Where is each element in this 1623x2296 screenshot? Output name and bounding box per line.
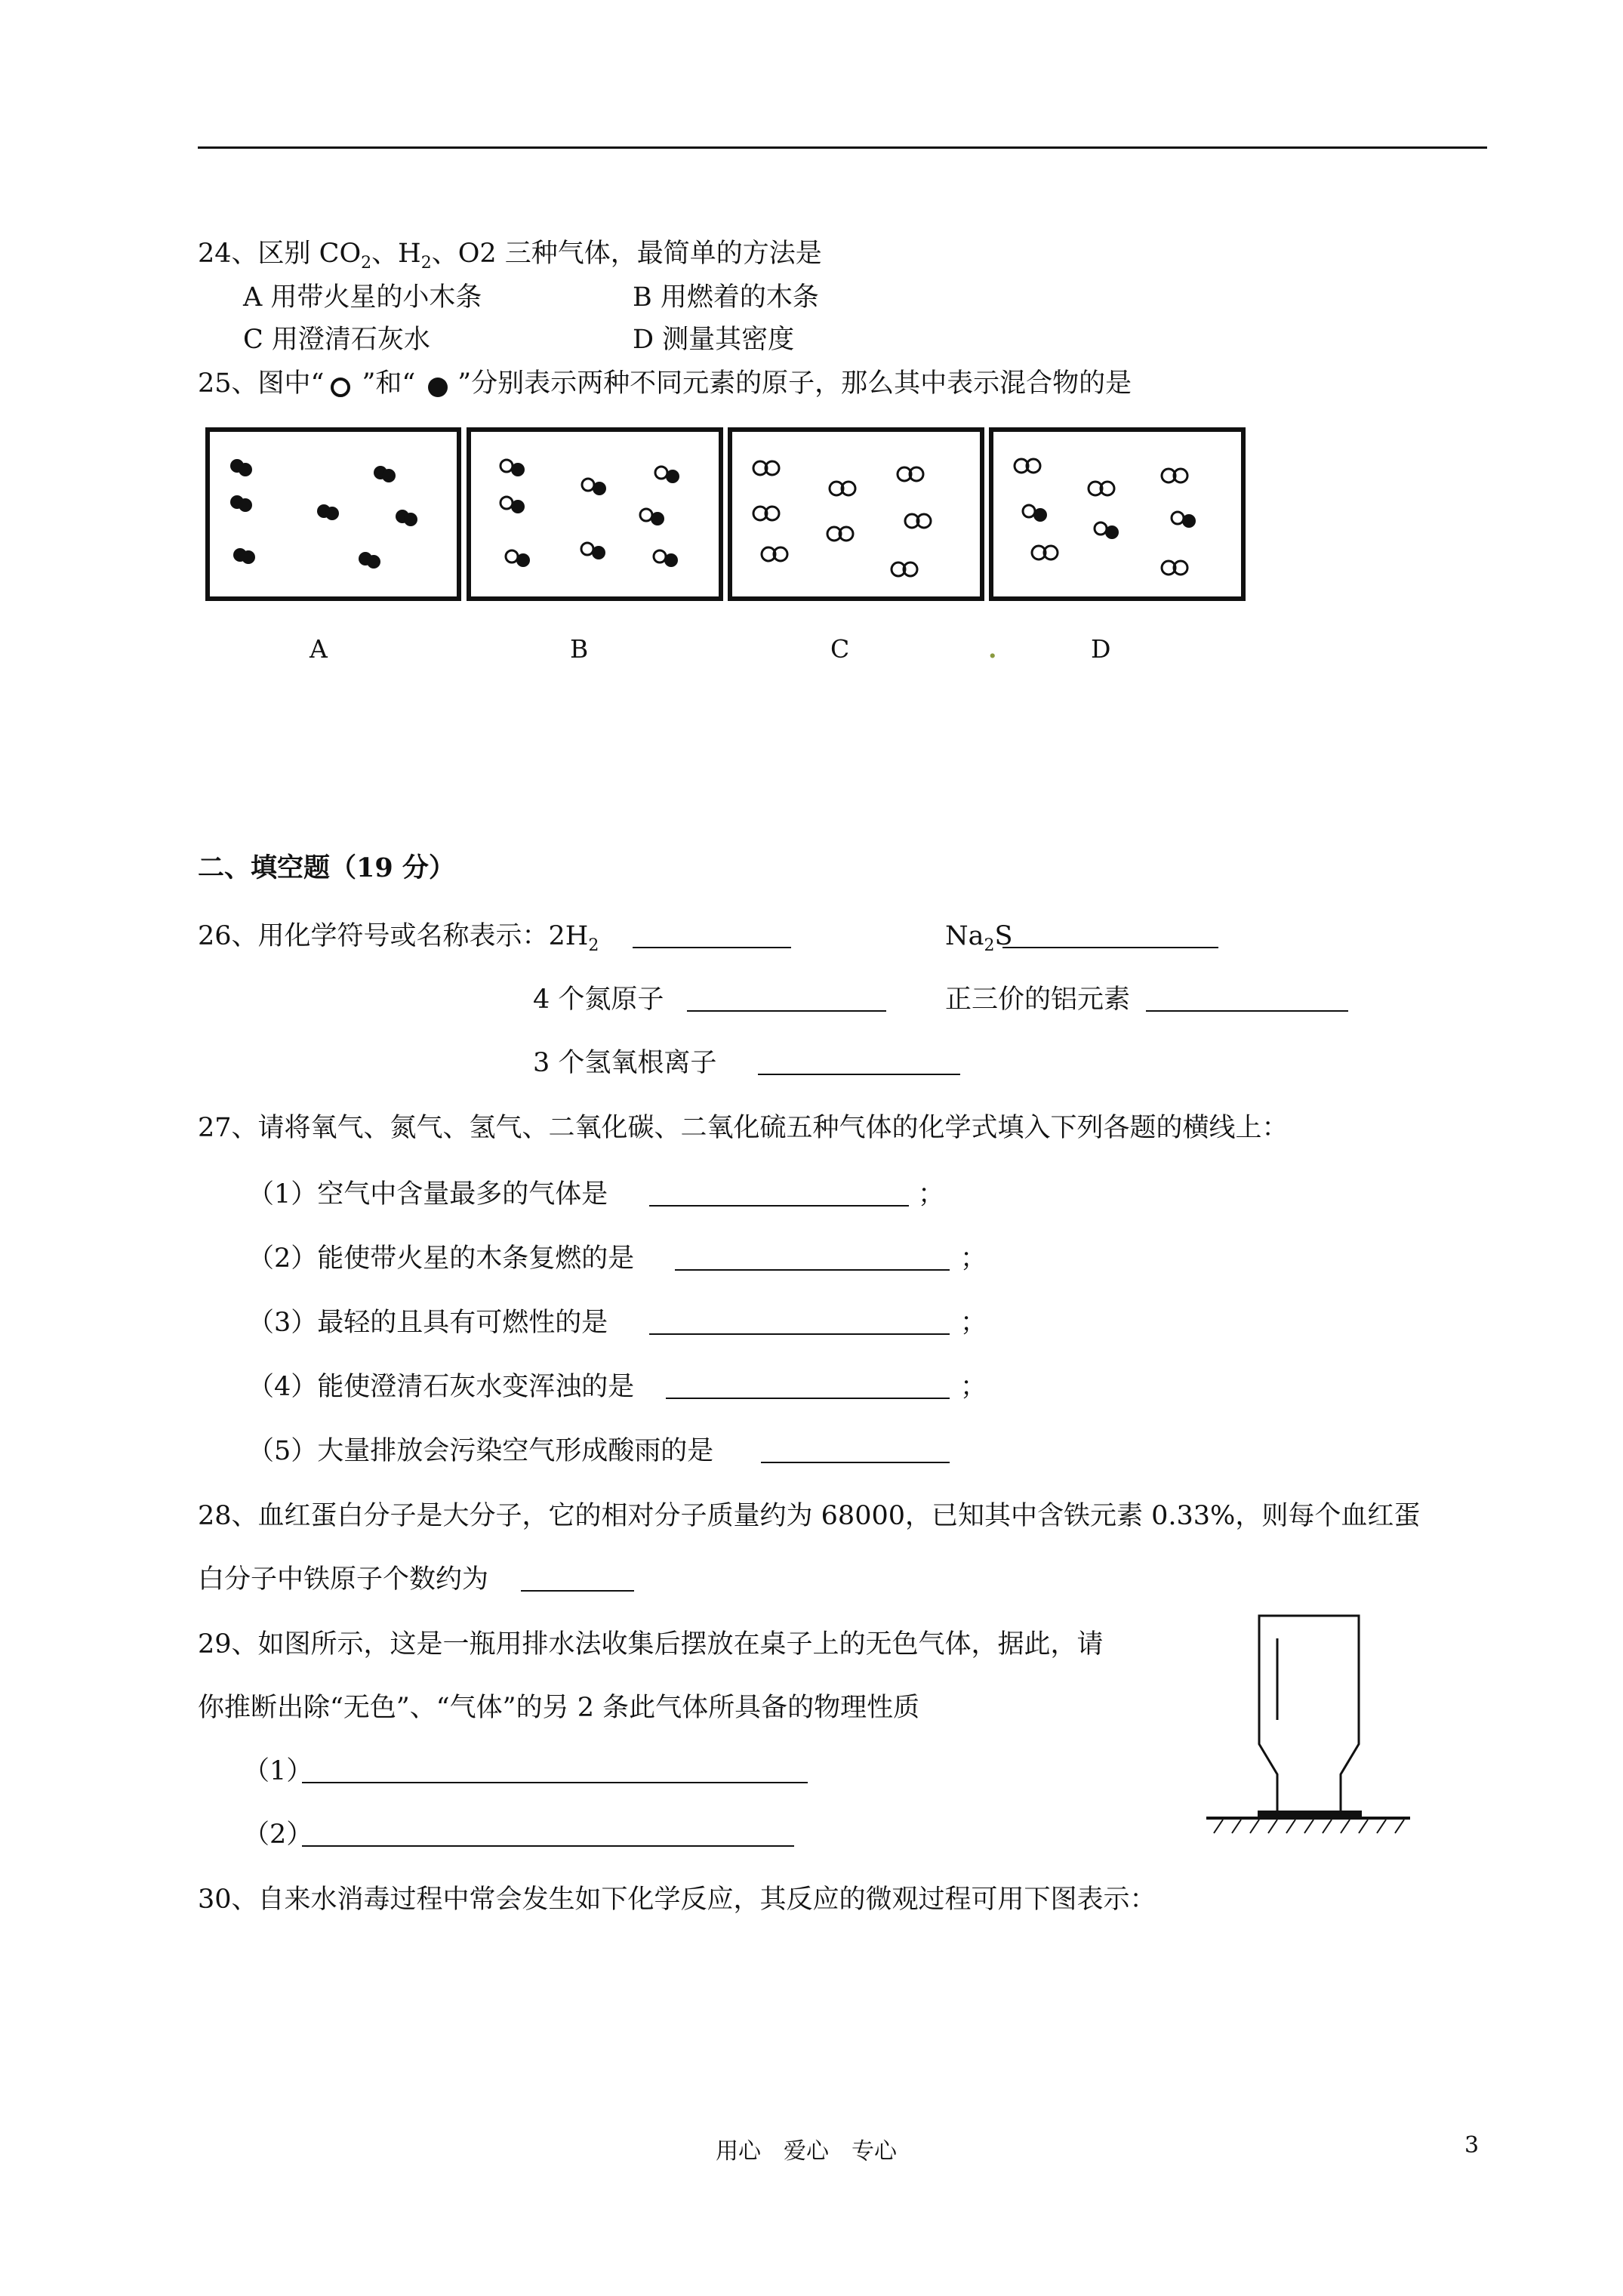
q26-stem: 26、用化学符号或名称表示：$2H_2$	[198, 921, 599, 955]
q27-item-4: （4）能使澄清石灰水变浑浊的是	[248, 1372, 635, 1402]
section-title: 二、填空题（19 分）	[198, 852, 455, 883]
box-label-d: D	[1091, 634, 1111, 664]
box-d-molecules	[993, 432, 1241, 596]
q24-stem: 24、区别 $CO_2$、$H_2$、O2 三种气体，最简单的方法是	[198, 239, 822, 273]
q26-blank-hydroxide[interactable]	[758, 1074, 960, 1075]
box-c-molecules	[732, 432, 980, 596]
q29-item-2: （2）	[243, 1820, 313, 1850]
q27-blank-2[interactable]	[675, 1269, 950, 1271]
q27-item-3: （3）最轻的且具有可燃性的是	[248, 1308, 608, 1338]
q27-semicolon-1: ；	[918, 1179, 945, 1210]
q27-item-5: （5）大量排放会污染空气形成酸雨的是	[248, 1436, 714, 1466]
stray-dot: .	[988, 634, 997, 664]
q29-blank-2[interactable]	[302, 1845, 794, 1847]
q26-na2s: $Na_2S$	[945, 921, 1013, 955]
q24-option-c: C 用澄清石灰水	[243, 325, 430, 355]
q27-stem: 27、请将氧气、氮气、氢气、二氧化碳、二氧化硫五种气体的化学式填入下列各题的横线上：	[198, 1113, 1289, 1143]
q24-option-a: A 用带火星的小木条	[243, 282, 482, 313]
white-atom-icon	[324, 369, 362, 399]
footer-motto: 用心 爱心 专心	[716, 2138, 897, 2165]
q26-blank-aluminium[interactable]	[1146, 1010, 1348, 1012]
molecule-box-c	[728, 427, 984, 601]
q28-line-2: 白分子中铁原子个数约为	[198, 1564, 489, 1595]
q27-item-1: （1）空气中含量最多的气体是	[248, 1179, 608, 1210]
page-number: 3	[1464, 2132, 1480, 2159]
q27-semicolon-4: ；	[960, 1372, 987, 1402]
q29-blank-1[interactable]	[302, 1782, 808, 1783]
q25-stem: 25、图中“ ”和“ ”分别表示两种不同元素的原子，那么其中表示混合物的是	[198, 368, 1132, 399]
q27-blank-4[interactable]	[666, 1398, 950, 1399]
box-label-b: B	[570, 634, 589, 664]
box-b-molecules	[471, 432, 719, 596]
inverted-gas-bottle-figure	[1199, 1607, 1425, 1841]
q29-line-1: 29、如图所示，这是一瓶用排水法收集后摆放在桌子上的无色气体，据此，请	[198, 1629, 1104, 1660]
q27-blank-5[interactable]	[761, 1462, 950, 1463]
box-label-a: A	[310, 634, 328, 664]
q27-blank-3[interactable]	[649, 1333, 950, 1335]
box-a-molecules	[210, 432, 457, 596]
q26-blank-na2s[interactable]	[1002, 947, 1218, 948]
q30-stem: 30、自来水消毒过程中常会发生如下化学反应，其反应的微观过程可用下图表示：	[198, 1885, 1156, 1915]
q26-hydroxide: 3 个氢氧根离子	[533, 1048, 717, 1078]
q27-item-2: （2）能使带火星的木条复燃的是	[248, 1244, 635, 1274]
q29-line-2: 你推断出除“无色”、“气体”的另 2 条此气体所具备的物理性质	[198, 1693, 920, 1723]
q26-nitrogen: 4 个氮原子	[533, 985, 664, 1015]
molecule-box-a	[205, 427, 461, 601]
q28-line-1: 28、血红蛋白分子是大分子，它的相对分子质量约为 68000，已知其中含铁元素 0.33%，则每个血红蛋	[198, 1501, 1421, 1531]
black-atom-icon	[415, 369, 457, 399]
box-label-c: C	[830, 634, 850, 664]
molecule-box-b	[467, 427, 723, 601]
q27-blank-1[interactable]	[649, 1205, 909, 1207]
q26-blank-nitrogen[interactable]	[687, 1010, 886, 1012]
molecule-box-d	[989, 427, 1246, 601]
q24-option-d: D 测量其密度	[633, 325, 795, 355]
q26-blank-2h2[interactable]	[633, 947, 791, 948]
q28-blank[interactable]	[521, 1590, 634, 1592]
q26-aluminium: 正三价的铝元素	[945, 985, 1131, 1015]
q27-semicolon-2: ；	[960, 1244, 987, 1274]
q29-item-1: （1）	[243, 1756, 313, 1786]
q27-semicolon-3: ；	[960, 1308, 987, 1338]
header-rule	[198, 146, 1487, 149]
q24-option-b: B 用燃着的木条	[633, 282, 819, 313]
